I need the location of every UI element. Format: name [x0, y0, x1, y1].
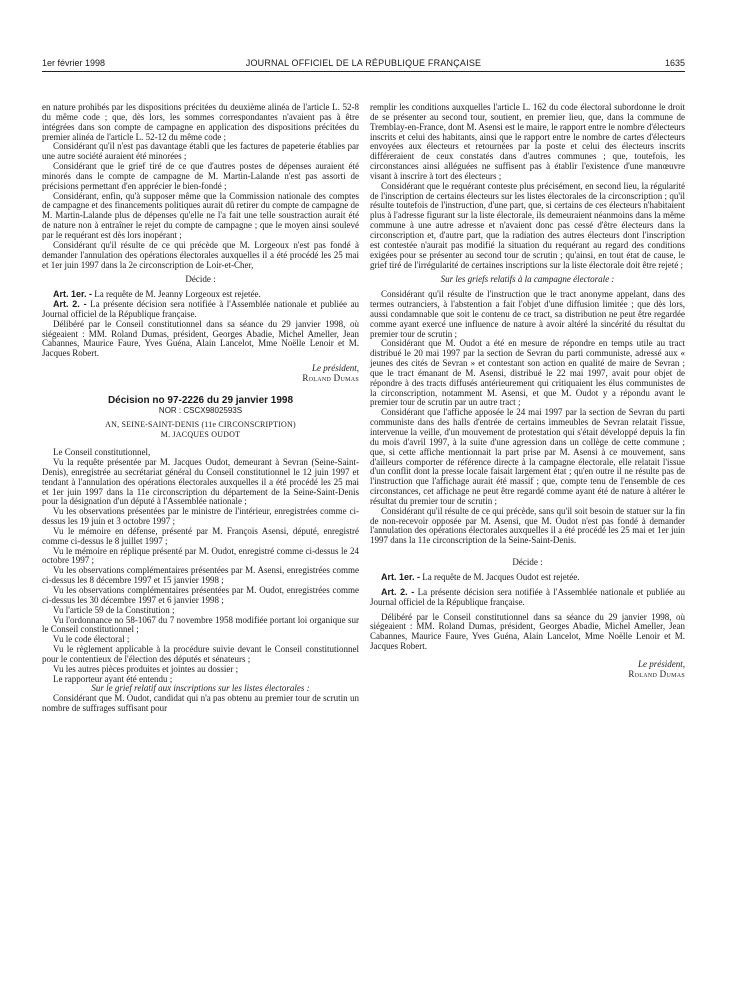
paragraph: Vu l'ordonnance no 58-1067 du 7 novembre 1958 modifiée portant loi organique sur le Conseil constitutionnel ; — [42, 614, 359, 635]
article-label: Art. 2. - — [381, 586, 415, 597]
section-heading: Sur les griefs relatifs à la campagne électorale : — [440, 274, 615, 285]
article-text: La présente décision sera notifiée à l'Assemblée nationale et publiée au Journal officiel de la République française. — [370, 586, 685, 607]
decision-title: Décision no 97-2226 du 29 janvier 1998 — [107, 394, 294, 406]
paragraph: Vu l'article 59 de la Constitution ; — [53, 604, 175, 615]
president-label: Le président, — [638, 658, 685, 669]
decide-heading: Décide : — [185, 274, 216, 285]
paragraph: Considérant que M. Oudot, candidat qui n'a pas obtenu au premier tour de scrutin un nombre de suffrages suffisant pour — [42, 693, 359, 714]
circonscription-line: AN, SEINE-SAINT-DENIS (11e CIRCONSCRIPTION) — [105, 420, 296, 430]
paragraph: Vu les autres pièces produites et jointes au dossier ; — [53, 663, 239, 674]
article-label: Art. 2. - — [53, 299, 87, 310]
paragraph: Considérant qu'il résulte de ce qui précède que M. Lorgeoux n'est pas fondé à demander l'annulation des opérations électorales auxquelles il a été procédé les 25 mai et 1er juin 1997 dans la 2e circonscription de Loir-et-Cher, — [42, 239, 359, 270]
paragraph: Vu les observations complémentaires présentées par M. Asensi, enregistrées comme ci-dessus les 8 décembre 1997 et 15 janvier 1998 ; — [42, 565, 359, 586]
paragraph: Vu la requête présentée par M. Jacques Oudot, demeurant à Sevran (Seine-Saint-Denis), enregistrée au secrétariat général du Conseil constitutionnel le 12 juin 1997 et tendant à l'annulation des opérations électorales auxquelles il a été procédé les 25 mai et 1er juin 1997 dans la 11e circonscription du département de la Seine-Saint-Denis pour la désignation d'un député à l'Assemblée nationale ; — [42, 457, 359, 507]
page-number: 1635 — [664, 58, 685, 68]
signature: Roland Dumas — [302, 372, 359, 383]
nor-reference: NOR : CSCX9802593S — [158, 405, 243, 415]
paragraph: Vu les observations complémentaires présentées par M. Oudot, enregistrées comme ci-dessus les 30 décembre 1997 et 6 janvier 1998 ; — [42, 584, 359, 605]
article-text: La requête de M. Jeanny Lorgeoux est rejetée. — [94, 289, 261, 300]
paragraph: Considérant qu'il résulte de l'instruction que le tract anonyme appelant, dans des termes outranciers, à l'abstention a fait l'objet d'une diffusion limitée ; que dès lors, aussi condamnable que soit le contenu de ce tract, sa distribution ne peut être regardée comme ayant exercé une influence de nature à avoir altéré la sincérité du résultat du premier tour de scrutin ; — [370, 289, 685, 339]
paragraph: Le rapporteur ayant été entendu ; — [53, 673, 173, 684]
paragraph: Le Conseil constitutionnel, — [53, 447, 151, 458]
president-label: Le président, — [312, 363, 359, 374]
paragraph: Vu le mémoire en défense, présenté par M. François Asensi, député, enregistré comme ci-dessus le 8 juillet 1997 ; — [42, 525, 359, 546]
paragraph: en nature prohibés par les dispositions précitées du deuxième alinéa de l'article L. 52-8 du même code ; que, dès lors, les sommes correspondantes n'avaient pas à être intégrées dans son compte de campagne en application des dispositions précitées du premier alinéa de l'article L. 52-12 du même code ; — [42, 102, 359, 142]
header-date: 1er février 1998 — [42, 58, 106, 68]
paragraph: Considérant que M. Oudot a été en mesure de répondre en temps utile au tract distribué le 20 mai 1997 par la section de Sevran du parti communiste, adressé aux « jeunes des cités de Sevran » et contestant son action en qualité de maire de Sevran ; que le tract émanant de M. Asensi, distribué le 22 mai 1997, avait pour objet de répondre à des tracts diffusés antérieurement qui critiquaient les élus communistes de la circonscription, notamment M. Asensi, et que M. Oudot y a répondu avant le premier tour de scrutin par un autre tract ; — [370, 338, 685, 408]
paragraph: Considérant qu'il résulte de ce qui précède, sans qu'il soit besoin de statuer sur la fin de non-recevoir opposée par M. Asensi, que M. Oudot n'est pas fondé à demander l'annulation des opérations électorales auxquelles il a été procédé les 25 mai et 1er juin 1997 dans la 11e circonscription de la Seine-Saint-Denis. — [370, 505, 685, 546]
paragraph: Considérant que le requérant conteste plus précisément, en second lieu, la régularité de l'inscription de certains électeurs sur les listes électorales de la circonscription ; qu'il résulte toutefois de l'instruction, d'une part, que, si certains de ces électeurs n'habitaient plus à l'adresse figurant sur la liste électorale, ils demeuraient néanmoins dans la même commune à une autre adresse et n'avaient donc pas cessé d'être électeurs dans la circonscription et, d'autre part, que la radiation des autres électeurs dont l'inscription est contestée n'aurait pas modifié la situation du requérant au regard des conditions exigées pour se présenter au second tour de scrutin ; qu'ainsi, en tout état de cause, le grief tiré de l'irrégularité de certaines inscriptions sur la liste électorale doit être rejeté ; — [370, 180, 685, 270]
paragraph: Considérant qu'il n'est pas davantage établi que les factures de papeterie établies par une autre société auraient été minorées ; — [42, 141, 359, 162]
party-line: M. JACQUES OUDOT — [160, 430, 241, 440]
journal-title: JOURNAL OFFICIEL DE LA RÉPUBLIQUE FRANÇAISE — [245, 58, 482, 68]
paragraph: Considérant, enfin, qu'à supposer même que la Commission nationale des comptes de campagne et des financements politiques aurait dû retirer du compte de campagne de M. Martin-Lalande plus de dépenses qu'elle ne l'a fait une telle soustraction aurait été de nature non à entraîner le rejet du compte de campagne ; que le moyen ainsi soulevé par le requérant est dès lors inopérant ; — [42, 190, 359, 240]
paragraph: Vu le règlement applicable à la procédure suivie devant le Conseil constitutionnel pour le contentieux de l'élection des députés et sénateurs ; — [42, 644, 359, 664]
article-2 — [370, 588, 685, 608]
paragraph: Considérant que l'affiche apposée le 24 mai 1997 par la section de Sevran du parti communiste dans des halls d'entrée de certains immeubles de Sevran relatait l'issue, intervenue la veille, d'un mouvement de protestation qui s'était développé depuis la fin du mois d'avril 1997, à la suite d'une agression dans un collège de cette commune ; que, si cette affiche mentionnait la part prise par M. Asensi à ce mouvement, sans d'ailleurs comporter de référence directe à la campagne électorale, elle relatait l'issue d'un conflit dont la presse locale faisait largement état ; qu'en outre il ne résulte pas de l'instruction que l'affichage aurait été massif ; que, compte tenu de l'ensemble de ces circonstances, cet affichage ne peut être regardé comme ayant été de nature à altérer le résultat du premier tour de scrutin ; — [370, 407, 685, 506]
paragraph: Vu le code électoral ; — [53, 634, 130, 645]
page-header — [42, 58, 685, 72]
header-rule — [42, 71, 685, 72]
signature: Roland Dumas — [628, 668, 685, 679]
paragraph: Vu les observations présentées par le ministre de l'intérieur, enregistrées comme ci-dessus les 19 juin et 3 octobre 1997 ; — [42, 506, 359, 527]
paragraph: Considérant que le grief tiré de ce que d'autres postes de dépenses auraient été minorés dans le compte de campagne de M. Martin-Lalande n'est pas assorti de précisions permettant d'en apprécier le bien-fondé ; — [42, 161, 359, 191]
deliberation: Délibéré par le Conseil constitutionnel dans sa séance du 29 janvier 1998, où siégeaient : MM. Roland Dumas, président, Georges Abadie, Michel Ameller, Jean Cabannes, Maurice Faure, Yves Guéna, Alain Lancelot, Mme Noëlle Lenoir et M. Jacques Robert. — [370, 611, 685, 652]
article-text: La requête de M. Jacques Oudot est rejetée. — [422, 571, 580, 582]
article-1 — [370, 573, 685, 583]
left-column — [42, 103, 359, 714]
decide-heading: Décide : — [512, 557, 543, 568]
article-label: Art. 1er. - — [53, 289, 93, 300]
article-2 — [42, 300, 359, 320]
right-column — [370, 103, 685, 680]
article-label: Art. 1er. - — [381, 571, 421, 582]
paragraph: Vu le mémoire en réplique présenté par M. Oudot, enregistré comme ci-dessus le 24 octobre 1997 ; — [42, 545, 359, 566]
paragraph: remplir les conditions auxquelles l'article L. 162 du code électoral subordonne le droit de se présenter au second tour, soutient, en premier lieu, que, dans la commune de Tremblay-en-France, dont M. Asensi est le maire, le rapport entre le nombre d'électeurs inscrits et celui des habitants, ainsi que le rapport entre le nombre de cartes d'électeurs envoyées aux électeurs et retournées par la poste et celui des électeurs inscrits différeraient de ceux constatés dans d'autres communes ; que, toutefois, les circonstances ainsi alléguées ne suffisent pas à établir l'existence d'une manœuvre visant à inscrire à tort des électeurs ; — [370, 102, 685, 181]
deliberation: Délibéré par le Conseil constitutionnel dans sa séance du 29 janvier 1998, où siégeaient : MM. Roland Dumas, président, Georges Abadie, Michel Ameller, Jean Cabannes, Maurice Faure, Yves Guéna, Alain Lancelot, Mme Noëlle Lenoir et M. Jacques Robert. — [42, 318, 359, 359]
section-heading: Sur le grief relatif aux inscriptions sur les listes électorales : — [91, 683, 310, 694]
article-text: La présente décision sera notifiée à l'Assemblée nationale et publiée au Journal officiel de la République française. — [42, 299, 359, 319]
